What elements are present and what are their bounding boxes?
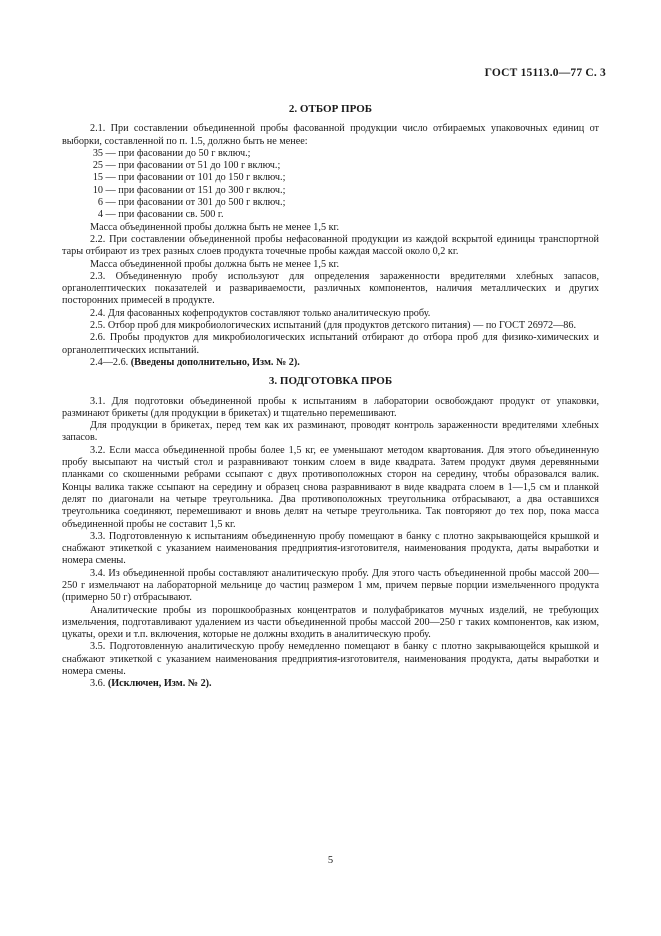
- paragraph-3-1-b: Для продукции в брикетах, перед тем как их разминают, проводят контроль зараженности вредителями хлебных запасов.: [62, 420, 599, 444]
- list-item: [62, 160, 599, 172]
- paragraph-3-4: 3.4. Из объединенной пробы составляют аналитическую пробу. Для этого часть объединенной пробы массой 200—250 г измельчают на лабораторной мельнице до частиц размером 1 мм, причем первые порции измельченного продукта (примерно 50 г) отбрасывают.: [62, 567, 599, 604]
- list-item-number: 4: [97, 209, 103, 221]
- list-item-text: — при фасовании св. 500 г.: [105, 209, 224, 221]
- list-item-text: — при фасовании от 101 до 150 г включ.;: [105, 172, 286, 184]
- paragraph-2-4: 2.4. Для фасованных кофепродуктов составляют только аналитическую пробу.: [90, 307, 431, 319]
- list-item-number: 25: [92, 160, 103, 172]
- list-item-number: 15: [92, 172, 103, 184]
- list-item-number: 6: [97, 197, 103, 209]
- list-item-number: 10: [92, 184, 103, 196]
- paragraph-3-4-b: Аналитические пробы из порошкообразных концентратов и полуфабрикатов мучных изделий, не требующих измельчения, подготавливают удалением из части объединенной пробы массой 200—250 г таких компонентов, как изюм, цукаты, орехи и т.п. включения, которые не должны входить в аналитическую пробу.: [62, 604, 599, 641]
- paragraph-2-2: 2.2. При составлении объединенной пробы нефасованной продукции из каждой вскрытой единицы транспортной тары отбирают из трех разных слоев продукта точечные пробы каждая массой около 0,2 кг.: [62, 233, 599, 258]
- paragraph-3-5: 3.5. Подготовленную аналитическую пробу немедленно помещают в банку с плотно закрывающейся крышкой и снабжают этикеткой с указанием наименования предприятия-изготовителя, наименования продукта, даты выработки и номера смены.: [62, 641, 599, 678]
- document-body: [62, 97, 599, 691]
- section-3-title: 3. ПОДГОТОВКА ПРОБ: [268, 375, 393, 388]
- paragraph-mass-2: Масса объединенной пробы должна быть не менее 1,5 кг.: [90, 258, 340, 270]
- paragraph-2-1: 2.1. При составлении объединенной пробы фасованной продукции число отбираемых упаковочных единиц от выборки, составленной по п. 1.5, должно быть не менее:: [62, 123, 599, 147]
- paragraph-3-6-text: (Исключен, Изм. № 2).: [107, 678, 212, 690]
- list-item: [62, 185, 599, 197]
- list-item-text: — при фасовании от 151 до 300 г включ.;: [105, 184, 286, 196]
- list-item: [62, 172, 599, 184]
- paragraph-3-6: [62, 678, 599, 690]
- list-item-text: — при фасовании от 51 до 100 г включ.;: [105, 160, 281, 172]
- list-item-number: 35: [92, 147, 103, 159]
- paragraph-2-5: 2.5. Отбор проб для микробиологических испытаний (для продуктов детского питания) — по ГОСТ 26972—86.: [90, 320, 577, 332]
- list-item: [62, 148, 599, 160]
- page-number: 5: [327, 855, 334, 866]
- paragraph-3-1: 3.1. Для подготовки объединенной пробы к испытаниям в лаборатории освобождают продукт от упаковки, разминают брикеты (для продукции в брикетах) и тщательно перемешивают.: [62, 395, 599, 419]
- paragraph-3-3: 3.3. Подготовленную к испытаниям объединенную пробу помещают в банку с плотно закрывающейся крышкой и снабжают этикеткой с указанием наименования предприятия-изготовителя, наименования продукта, даты выработки и номера смены.: [62, 530, 599, 567]
- amendment-note: [62, 357, 599, 369]
- paragraph-2-3: 2.3. Объединенную пробу используют для определения зараженности вредителями хлебных запасов, органолептических показателей и развариваемости, различных компонентов, наличия металлических и других посторонних примесей в продукте.: [62, 270, 599, 307]
- list-item: [62, 197, 599, 209]
- section-2-title: 2. ОТБОР ПРОБ: [288, 103, 373, 115]
- list-item: [62, 209, 599, 221]
- sampling-list: [62, 148, 599, 222]
- list-item-text: — при фасовании от 301 до 500 г включ.;: [105, 197, 286, 209]
- page-header: ГОСТ 15113.0—77 С. 3: [484, 67, 606, 79]
- paragraph-3-6-prefix: 3.6.: [90, 678, 106, 690]
- paragraph-mass-1: Масса объединенной пробы должна быть не менее 1,5 кг.: [90, 221, 340, 233]
- paragraph-3-2: 3.2. Если масса объединенной пробы более 1,5 кг, ее уменьшают методом квартования. Для этого объединенную пробу высыпают на чистый стол и разравнивают тонким слоем в виде квадрата. Затем продукт двумя деревянными планками со скошенными ребрами ссыпают с двух противоположных сторон на середину, чтобы образовался валик. Концы валика также ссыпают на середину и образец снова разравнивают в виде квадрата слоем в 1—1,5 см и планкой делят по диагонали на четыре треугольника. Два противоположных треугольника отбрасывают, а два оставшихся треугольника соединяют, перемешивают и вновь делят на четыре треугольника. Так повторяют до тех пор, пока масса объединенной пробы не составит 1,5 кг.: [62, 444, 599, 530]
- list-item-text: — при фасовании до 50 г включ.;: [105, 147, 251, 159]
- paragraph-2-6: 2.6. Пробы продуктов для микробиологических испытаний отбирают до отбора проб для физико-химических и органолептических испытаний.: [62, 332, 599, 356]
- amendment-note-prefix: 2.4—2.6.: [90, 356, 129, 368]
- amendment-note-text: (Введены дополнительно, Изм. № 2).: [130, 356, 300, 368]
